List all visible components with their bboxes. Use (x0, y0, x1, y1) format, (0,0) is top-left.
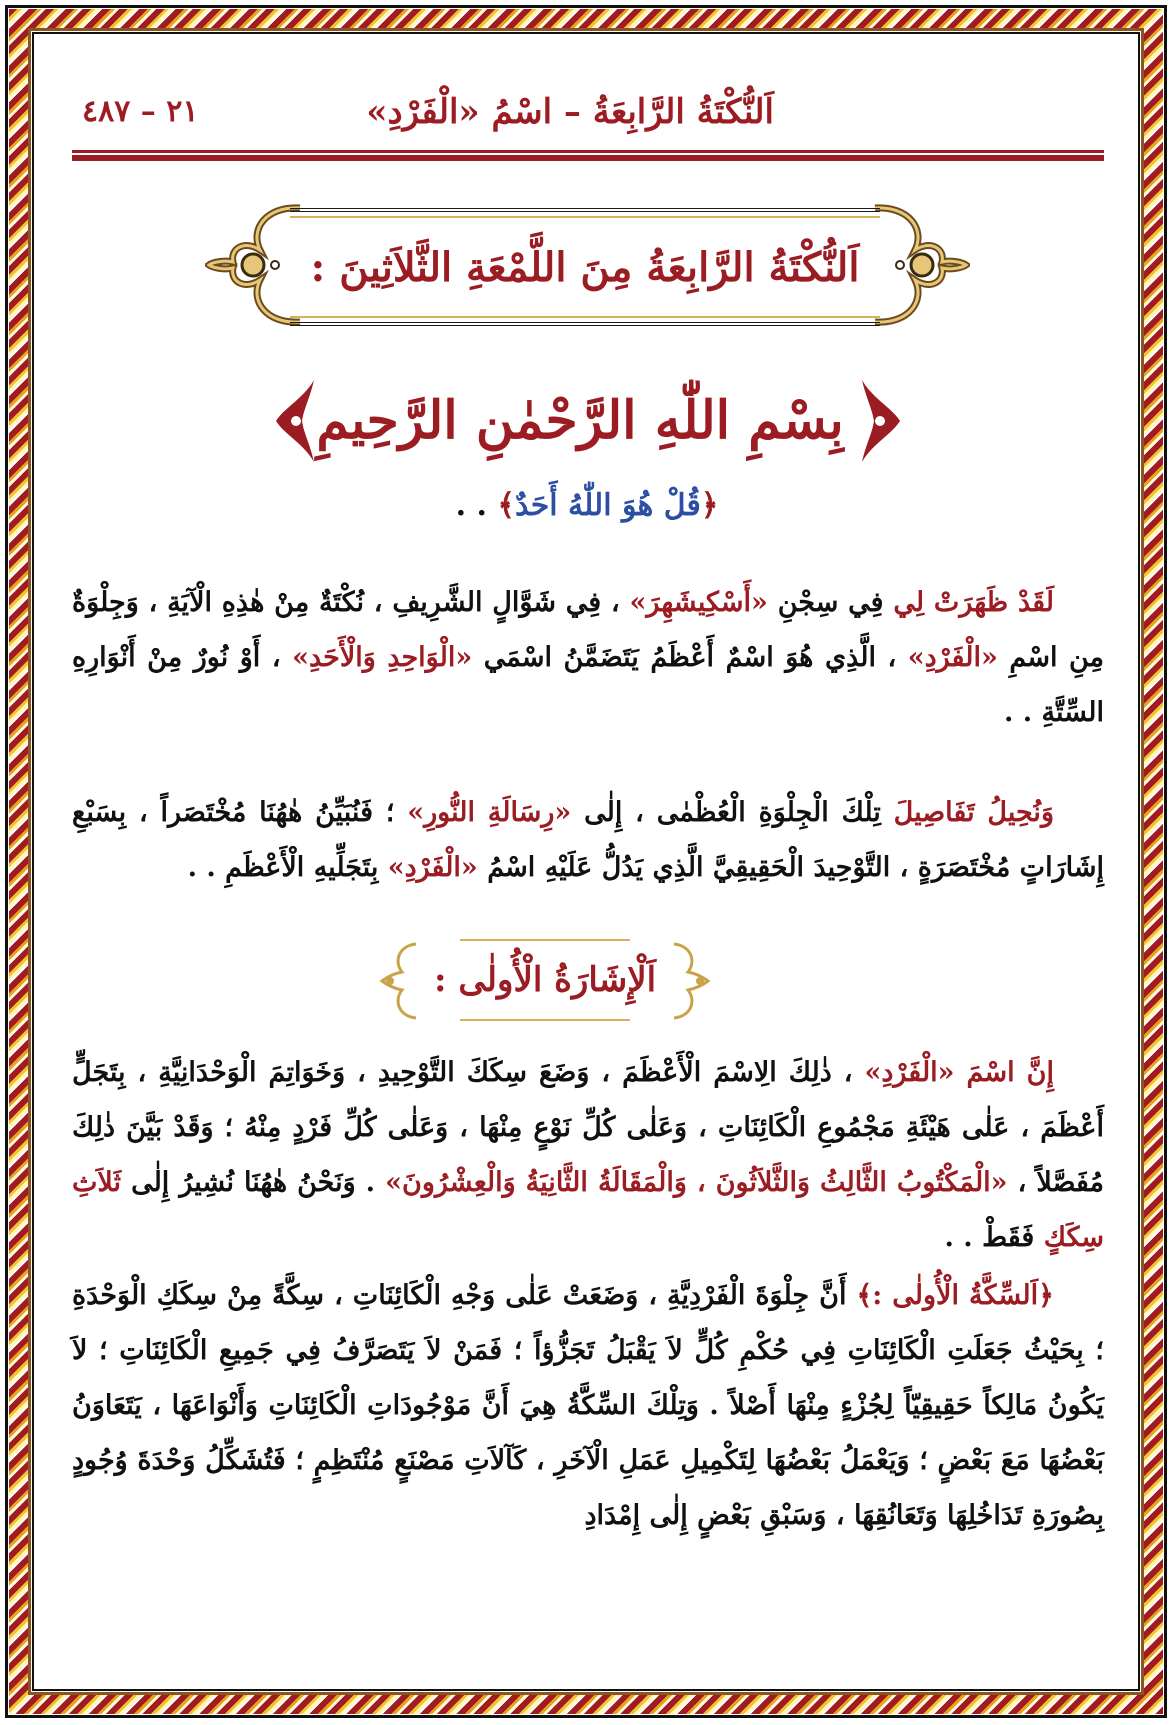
running-title: اَلنُّكْتَةُ الرَّابِعَةُ – اسْمُ «الْفَرْدِ» (366, 92, 774, 132)
paragraph-2 (72, 785, 1104, 895)
chapter-title: اَلنُّكْتَةُ الرَّابِعَةُ مِنَ اللَّمْعَةِ الثَّلاَثِينَ : (310, 243, 860, 291)
paragraph-text: فِي سِجْنِ (767, 587, 894, 618)
quran-verse (200, 488, 974, 523)
highlight-term: «الْفَرْدِ» (387, 852, 478, 883)
scroll-ornament-icon (670, 940, 710, 1022)
verse-open-bracket: ﴿ (700, 488, 719, 523)
highlight-term: «رِسَالَةِ النُّورِ» (407, 797, 572, 828)
section-heading: اَلْإِشَارَةُ الْأُولٰى : (433, 960, 657, 1000)
paragraph-3 (72, 1045, 1104, 1265)
highlight-term: «الْوَاحِدِ وَالْأَحَدِ» (292, 642, 473, 673)
paragraph-text: بِتَجَلِّيهِ الْأَعْظَمِ . . (187, 852, 388, 883)
paragraph-text: ؛ فَنُبَيِّنُ هٰهُنَا مُخْتَصَراً ، بِسَبْعِ إِشَارَاتٍ مُخْتَصَرَةٍ ، التَّوْحِيدَ الْحَقِيقِيَّ الَّذِي يَدُلُّ عَلَيْهِ اسْمُ (72, 797, 1104, 883)
paragraph-text: ، الَّذِي هُوَ اسْمٌ أَعْظَمُ يَتَضَمَّنُ اسْمَي (472, 642, 908, 673)
paragraph-text: تِلْكَ الْجِلْوَةِ الْعُظْمٰى ، إِلٰى (571, 797, 894, 828)
page-reference: ٢١ – ٤٨٧ (82, 94, 199, 129)
header-rule-thin (72, 150, 1104, 153)
scroll-ornament-icon (870, 200, 970, 330)
verse-close-bracket: ﴾ (497, 488, 515, 523)
running-header (72, 88, 1104, 138)
paragraph-text: أَنَّ جِلْوَةَ الْفَرْدِيَّةِ ، وَضَعَتْ عَلٰى وَجْهِ الْكَائِنَاتِ ، سِكَّةً مِنْ سِكَكِ الْوَحْدَةِ ؛ بِحَيْثُ جَعَلَتِ الْكَائِنَاتِ فِي حُكْمِ كُلٍّ لاَ يَقْبَلُ تَجَزُّؤاً ؛ فَمَنْ لاَ يَتَصَرَّفُ فِي جَمِيعِ الْكَائِنَاتِ ؛ لاَ يَكُونُ مَالِكاً حَقِيقِيّاً لِجُزْءٍ مِنْهَا أَصْلاً . وَتِلْكَ السِّكَّةُ هِيَ أَنَّ مَوْجُودَاتِ الْكَائِنَاتِ وَأَنْوَاعَهَا ، يَتَعَاوَنُ بَعْضُهَا مَعَ بَعْضٍ ؛ وَيَعْمَلُ بَعْضُهَا لِتَكْمِيلِ عَمَلِ الْآخَرِ ، كَآلاَتِ مَصْنَعٍ مُنْتَظِمٍ ؛ فَتُشَكِّلُ وَحْدَةَ وُجُودٍ بِصُورَةِ تَدَاخُلِهَا وَتَعَانُقِهَا ، وَسَبْقِ بَعْضٍ إِلٰى إِمْدَادِ (72, 1280, 1104, 1531)
paragraph-4 (72, 1268, 1104, 1543)
verse-trailing: . . (455, 488, 498, 523)
highlight-term: ثَلاَثِ سِكَكٍ (72, 1167, 1104, 1253)
section-heading-cartouche (420, 935, 670, 1025)
highlight-term: «الْمَكْتُوبُ الثَّالِثُ وَالثَّلاَثُونَ ، وَالْمَقَالَةُ الثَّانِيَةُ وَالْعِشْرُونَ» (385, 1167, 1008, 1198)
highlight-term: «الْفَرْدِ» (907, 642, 998, 673)
paragraph-lead: وَنُحِيلُ تَفَاصِيلَ (893, 797, 1054, 828)
paragraph-lead: إِنَّ اسْمَ «الْفَرْدِ» (864, 1057, 1054, 1088)
paragraph-lead: لَقَدْ ظَهَرَتْ لِي (893, 587, 1055, 618)
cartouche-line (460, 939, 630, 941)
header-rule-thick (72, 155, 1104, 161)
paragraph-text: ، فِي شَوَّالٍ الشَّرِيفِ ، نُكْتَةٌ مِنْ هٰذِهِ الْآيَةِ ، وَجِلْوَةٌ مِنِ اسْمِ (72, 587, 1105, 673)
basmala: بِسْمِ اللّٰهِ الرَّحْمٰنِ الرَّحِيمِ (316, 389, 844, 451)
paragraph-text: ، أَوْ نُورٌ مِنْ أَنْوَارِهِ السِّتَّةِ . . (72, 642, 1104, 728)
paragraph-text: فَقَطْ . . (944, 1222, 1044, 1253)
scroll-ornament-icon (380, 940, 420, 1022)
paragraph-text: . وَنَحْنُ هٰهُنَا نُشِيرُ إِلٰى (121, 1167, 386, 1198)
paragraph-text: ، ذٰلِكَ الِاسْمَ الْأَعْظَمَ ، وَضَعَ سِكَكَ التَّوْحِيدِ ، وَخَوَاتِمَ الْوَحْدَانِيَّةِ ، بِتَجَلٍّ أَعْظَمَ ، عَلٰى هَيْئَةِ مَجْمُوعِ الْكَائِنَاتِ ، وَعَلٰى كُلِّ نَوْعٍ مِنْهَا ، وَعَلٰى كُلِّ فَرْدٍ مِنْهُ ؛ وَقَدْ بَيَّنَ ذٰلِكَ مُفَصَّلاً ، (72, 1057, 1104, 1198)
cartouche-line (460, 1019, 630, 1021)
paragraph-1 (72, 575, 1104, 740)
highlight-term: «أَسْكِيشَهِرَ» (629, 587, 768, 618)
paragraph-lead: ﴿اَلسِّكَّةُ الْأُولٰى :﴾ (856, 1280, 1054, 1311)
verse-text: قُلْ هُوَ اللّٰهُ أَحَدٌ (514, 488, 701, 523)
chapter-title-cartouche (290, 208, 880, 326)
basmala-container (260, 370, 900, 470)
